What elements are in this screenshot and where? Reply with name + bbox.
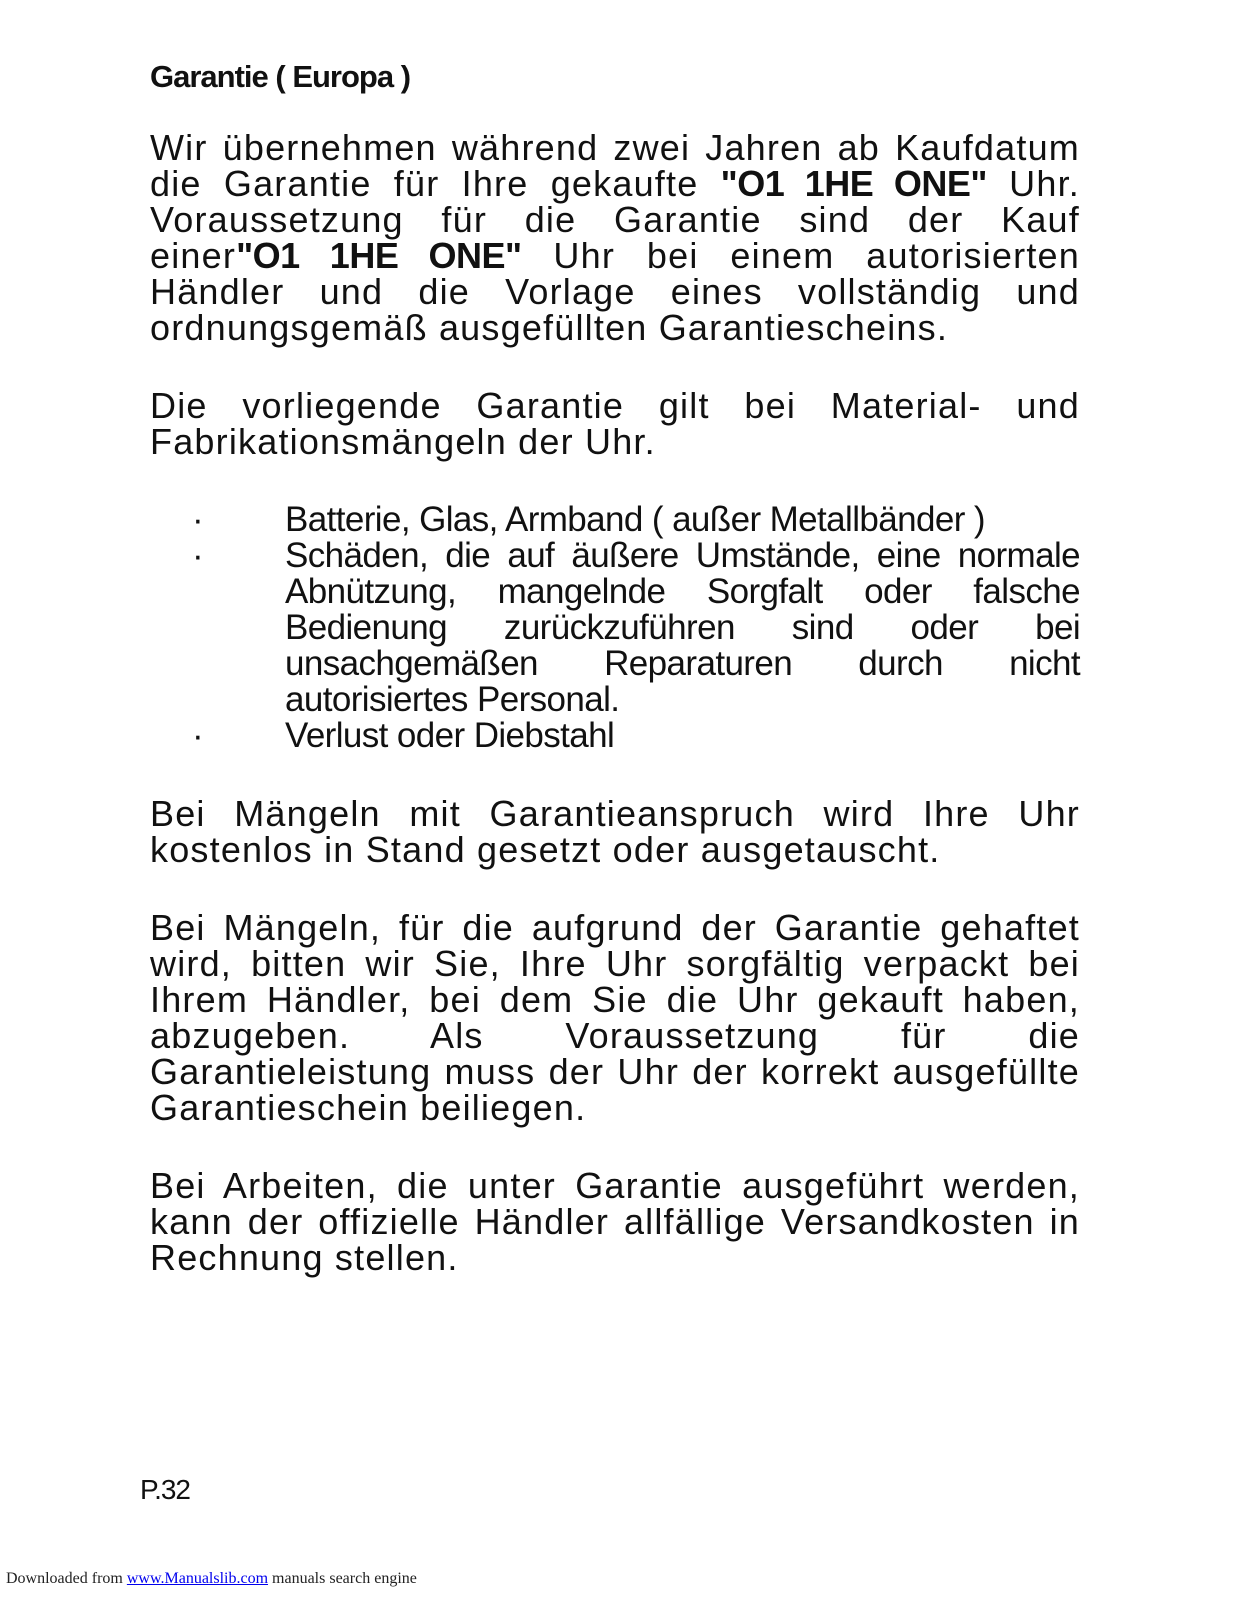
list-item (150, 718, 1080, 754)
manualslib-link[interactable]: www.Manualslib.com (126, 1570, 269, 1587)
repair-paragraph: Bei Mängeln mit Garantieanspruch wird Ihre Uhr kostenlos in Stand gesetzt oder ausgetauscht. (150, 793, 1080, 871)
list-item-text: Schäden, die auf äußere Umstände, eine normale Abnützung, mangelnde Sorgfalt oder falsche Bedienung zurückzuführen sind oder bei unsachgemäßen Reparaturen durch nicht autorisiertes Personal. (285, 536, 1080, 720)
intro-text-2: Uhr. Voraussetzung für die Garantie sind der Kauf einer (150, 163, 1080, 277)
page-number: P.32 (140, 1474, 190, 1505)
download-footer (6, 1570, 417, 1588)
intro-text-3: Uhr bei einem autorisierten Händler und die Vorlage eines vollständig und ordnungsgemäß ausgefüllten Garantiescheins. (150, 235, 1080, 349)
page-title: Garantie ( Europa ) (150, 59, 411, 94)
warranty-intro-paragraph (150, 127, 1080, 349)
document-page (150, 60, 1080, 1318)
bullet-icon: · (192, 536, 204, 576)
exclusions-list (150, 502, 1080, 754)
return-procedure-paragraph: Bei Mängeln, für die aufgrund der Garantie gehaftet wird, bitten wir Sie, Ihre Uhr sorgfältig verpackt bei Ihrem Händler, bei dem Sie die Uhr gekauft haben, abzugeben. Als Voraussetzung für die Garantieleistung muss der Uhr der korrekt ausgefüllte Garantieschein beiliegen. (150, 907, 1080, 1129)
shipping-costs-paragraph: Bei Arbeiten, die unter Garantie ausgeführt werden, kann der offizielle Händler allfällige Versandkosten in Rechnung stellen. (150, 1165, 1080, 1279)
brand-name: "O1 1HE ONE" (720, 163, 987, 205)
bullet-icon: · (192, 500, 204, 540)
brand-name: "O1 1HE ONE" (236, 235, 522, 277)
list-item (150, 538, 1080, 718)
list-item (150, 502, 1080, 538)
footer-suffix: manuals search engine (268, 1570, 417, 1587)
list-item-text: Verlust oder Diebstahl (285, 716, 615, 756)
list-item-text: Batterie, Glas, Armband ( außer Metallbänder ) (285, 500, 985, 540)
bullet-icon: · (192, 716, 204, 756)
footer-prefix: Downloaded from (6, 1570, 127, 1587)
coverage-paragraph: Die vorliegende Garantie gilt bei Material- und Fabrikationsmängeln der Uhr. (150, 385, 1080, 463)
intro-text-1: Wir übernehmen während zwei Jahren ab Kaufdatum die Garantie für Ihre gekaufte (150, 127, 1080, 205)
